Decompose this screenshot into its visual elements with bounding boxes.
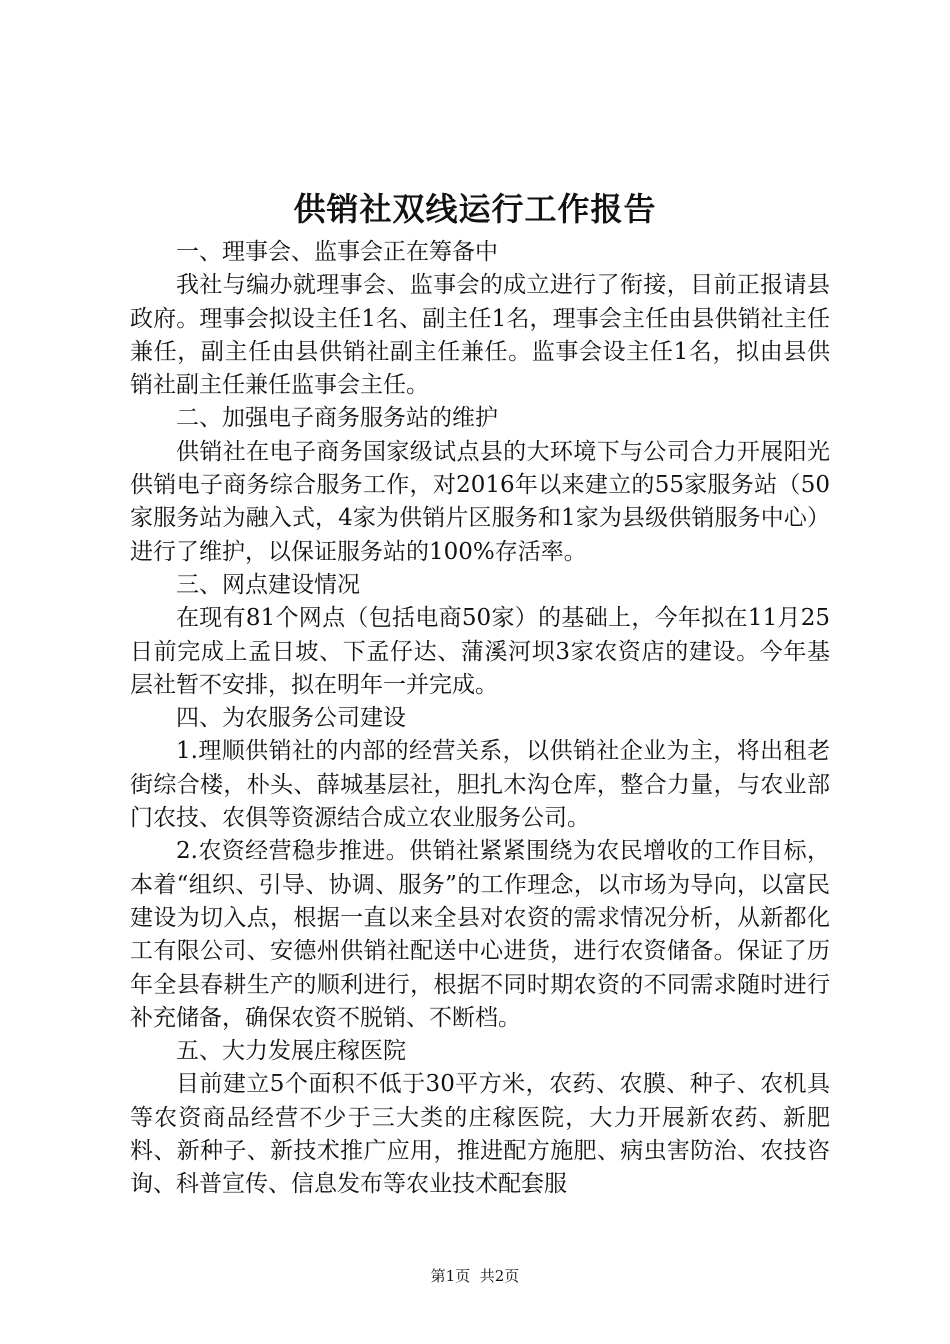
paragraph-2: 供销社在电子商务国家级试点县的大环境下与公司合力开展阳光供销电子商务综合服务工作，对2016年以来建立的55家服务站（50家服务站为融入式，4家为供销片区服务和1家为县级供销服务中心）进行了维护，以保证服务站的100%存活率。: [130, 438, 830, 565]
page-footer: [0, 1266, 950, 1286]
section-heading-4: 四、为农服务公司建设: [176, 705, 406, 732]
section-heading-5: 五、大力发展庄稼医院: [176, 1038, 406, 1065]
document-body: [130, 236, 830, 1202]
paragraph-4-2: 2.农资经营稳步推进。供销社紧紧围绕为农民增收的工作目标，本着“组织、引导、协调、服务”的工作理念，以市场为导向，以富民建设为切入点，根据一直以来全县对农资的需求情况分析，从新都化工有限公司、安德州供销社配送中心进货，进行农资储备。保证了历年全县春耕生产的顺利进行，根据不同时期农资的不同需求随时进行补充储备，确保农资不脱销、不断档。: [130, 838, 830, 1031]
section-heading-3: 三、网点建设情况: [176, 571, 360, 598]
footer-spacer: [470, 1267, 480, 1285]
paragraph-3: 在现有81个网点（包括电商50家）的基础上，今年拟在11月25日前完成上孟日坡、下孟仔达、蒲溪河坝3家农资店的建设。今年基层社暂不安排，拟在明年一并完成。: [130, 605, 830, 698]
page-number: 第1页: [430, 1267, 471, 1285]
document-title: 供销社双线运行工作报告: [293, 190, 657, 228]
section-heading-2: 二、加强电子商务服务站的维护: [176, 405, 498, 432]
paragraph-1: 我社与编办就理事会、监事会的成立进行了衔接，目前正报请县政府。理事会拟设主任1名、副主任1名，理事会主任由县供销社主任兼任，副主任由县供销社副主任兼任。监事会设主任1名，拟由县供销社副主任兼任监事会主任。: [130, 272, 830, 399]
page-total: 共2页: [479, 1267, 520, 1285]
section-heading-1: 一、理事会、监事会正在筹备中: [176, 239, 498, 265]
paragraph-5: 目前建立5个面积不低于30平方米，农药、农膜、种子、农机具等农资商品经营不少于三大类的庄稼医院，大力开展新农药、新肥料、新种子、新技术推广应用，推进配方施肥、病虫害防治、农技咨询、科普宣传、信息发布等农业技术配套服: [130, 1071, 830, 1198]
paragraph-4-1: 1.理顺供销社的内部的经营关系，以供销社企业为主，将出租老街综合楼，朴头、薛城基层社，胆扎木沟仓库，整合力量，与农业部门农技、农俱等资源结合成立农业服务公司。: [130, 738, 830, 832]
